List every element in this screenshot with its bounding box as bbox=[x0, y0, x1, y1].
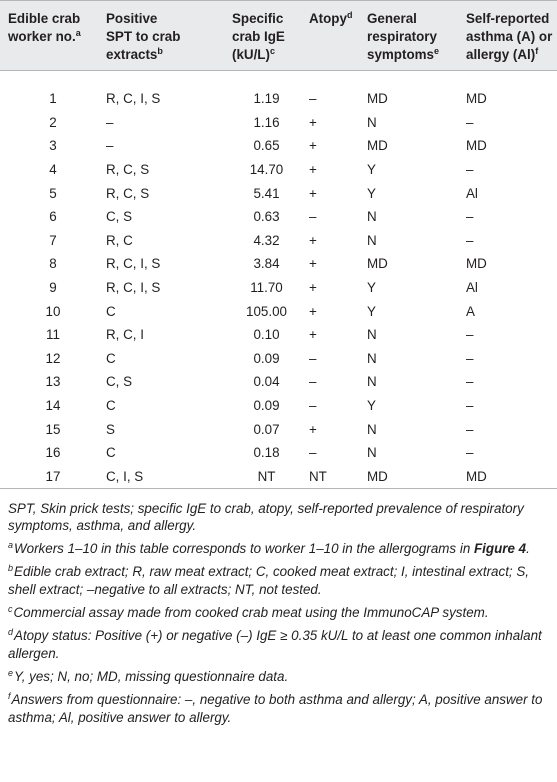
cell-respiratory-symptoms: MD bbox=[359, 465, 458, 489]
cell-respiratory-symptoms: MD bbox=[367, 256, 388, 272]
table-row bbox=[0, 205, 557, 229]
table-body bbox=[0, 71, 557, 489]
table-row bbox=[0, 347, 557, 371]
cell-asthma-allergy: – bbox=[466, 327, 474, 343]
cell-positive-spt: – bbox=[106, 114, 114, 130]
cell-specific-ige: 105.00 bbox=[246, 303, 287, 319]
cell-worker-no: 4 bbox=[49, 162, 57, 178]
header-row bbox=[0, 1, 557, 71]
table-row bbox=[0, 465, 557, 489]
cell-respiratory-symptoms: N bbox=[367, 445, 377, 461]
header-asthma-allergy: Self-reported asthma (A) or allergy $(Al)^f$ bbox=[458, 1, 557, 71]
table-row bbox=[0, 370, 557, 394]
table-row bbox=[0, 111, 557, 135]
table-row bbox=[0, 441, 557, 465]
cell-specific-ige: 14.70 bbox=[249, 162, 284, 178]
footnote-d: $^d$Atopy status: Positive (+) or negative (–) IgE ≥ 0.35 kU/L to at least one common inhalant allergen. bbox=[8, 627, 542, 662]
cell-specific-ige: NT bbox=[224, 465, 301, 489]
cell-worker-no: 5 bbox=[49, 185, 57, 201]
cell-atopy: – bbox=[309, 91, 317, 107]
cell-respiratory-symptoms: Y bbox=[367, 185, 376, 201]
cell-respiratory-symptoms: Y bbox=[367, 162, 376, 178]
cell-asthma-allergy: – bbox=[466, 209, 474, 225]
cell-respiratory-symptoms: Y bbox=[367, 398, 376, 414]
table-row bbox=[0, 181, 557, 205]
footnote-a: $^a$Workers 1–10 in this table corresponds to worker 1–10 in the allergograms in Figure 4. bbox=[8, 539, 530, 556]
table-row bbox=[0, 417, 557, 441]
cell-worker-no: 2 bbox=[49, 114, 57, 130]
cell-positive-spt: S bbox=[106, 421, 115, 437]
cell-specific-ige: 0.65 bbox=[253, 138, 280, 154]
footnote-f: $^f$Answers from questionnaire: –, negative to both asthma and allergy; A, positive answer to asthma; Al, positive answer to allergy. bbox=[8, 691, 543, 726]
header-positive-spt: Positive SPT to crab extracts$^b$ bbox=[98, 1, 224, 71]
cell-positive-spt: R, C, I, S bbox=[106, 91, 161, 107]
cell-respiratory-symptoms: N bbox=[367, 350, 377, 366]
cell-respiratory-symptoms: MD bbox=[367, 138, 388, 154]
cell-specific-ige: 11.70 bbox=[250, 280, 283, 296]
cell-respiratory-symptoms: N bbox=[367, 209, 377, 225]
cell-worker-no: 1 bbox=[49, 91, 57, 107]
table-footnotes bbox=[0, 489, 550, 727]
cell-specific-ige: 0.04 bbox=[253, 374, 280, 390]
cell-asthma-allergy: – bbox=[466, 445, 474, 461]
table-row bbox=[0, 323, 557, 347]
cell-worker-no: 3 bbox=[49, 138, 57, 154]
cell-atopy: + bbox=[309, 232, 317, 248]
cell-specific-ige: 0.09 bbox=[253, 350, 280, 366]
cell-worker-no: 11 bbox=[46, 327, 60, 343]
cell-atopy: – bbox=[309, 350, 317, 366]
cell-asthma-allergy: MD bbox=[466, 91, 487, 107]
table-row bbox=[0, 252, 557, 276]
cell-asthma-allergy: – bbox=[466, 162, 474, 178]
cell-respiratory-symptoms: MD bbox=[367, 91, 388, 107]
cell-respiratory-symptoms: N bbox=[367, 114, 377, 130]
cell-asthma-allergy: – bbox=[466, 114, 474, 130]
footnote-b: $^b$Edible crab extract; R, raw meat extract; C, cooked meat extract; I, intestinal extract; S, shell extract; –negative to all extracts; NT, not tested. bbox=[8, 563, 530, 597]
cell-specific-ige: 0.10 bbox=[253, 327, 280, 343]
cell-asthma-allergy: MD bbox=[458, 465, 557, 489]
cell-positive-spt: R, C bbox=[106, 232, 133, 248]
cell-specific-ige: 1.19 bbox=[253, 91, 280, 107]
cell-asthma-allergy: Al bbox=[466, 280, 478, 296]
cell-asthma-allergy: – bbox=[466, 421, 474, 437]
cell-worker-no: 6 bbox=[49, 209, 57, 225]
table-row bbox=[0, 276, 557, 300]
cell-positive-spt: R, C, S bbox=[106, 185, 150, 201]
cell-positive-spt: C bbox=[106, 445, 116, 461]
cell-worker-no: 16 bbox=[45, 445, 61, 461]
table-row bbox=[0, 394, 557, 418]
cell-worker-no: 9 bbox=[49, 280, 57, 296]
cell-atopy: + bbox=[309, 185, 317, 201]
cell-worker-no: 15 bbox=[45, 421, 61, 437]
cell-asthma-allergy: – bbox=[466, 232, 474, 248]
table-row bbox=[0, 229, 557, 253]
cell-positive-spt: C bbox=[106, 303, 116, 319]
cell-specific-ige: 0.09 bbox=[253, 398, 280, 414]
cell-specific-ige: 0.18 bbox=[253, 445, 280, 461]
header-atopy: Atopy$^d$ bbox=[301, 1, 359, 71]
cell-worker-no: 8 bbox=[49, 256, 57, 272]
cell-positive-spt: C, I, S bbox=[98, 465, 224, 489]
cell-asthma-allergy: MD bbox=[466, 138, 487, 154]
footnote-intro: SPT, Skin prick tests; specific IgE to crab, atopy, self-reported prevalence of respiratory symptoms, asthma, and allergy. bbox=[8, 501, 524, 533]
cell-asthma-allergy: – bbox=[466, 398, 474, 414]
cell-atopy: + bbox=[309, 280, 317, 296]
cell-positive-spt: R, C, I, S bbox=[106, 280, 161, 296]
cell-worker-no: 7 bbox=[49, 232, 57, 248]
figure-4-reference: Figure 4 bbox=[474, 540, 527, 556]
cell-positive-spt: R, C, I bbox=[106, 327, 144, 343]
table-spacer-row bbox=[0, 71, 557, 88]
cell-asthma-allergy: – bbox=[466, 350, 474, 366]
cell-atopy: + bbox=[309, 421, 317, 437]
cell-atopy: – bbox=[309, 374, 317, 390]
table-header bbox=[0, 1, 557, 71]
cell-atopy: – bbox=[309, 445, 317, 461]
table-row bbox=[0, 158, 557, 182]
table-row bbox=[0, 299, 557, 323]
cell-respiratory-symptoms: N bbox=[367, 421, 377, 437]
cell-worker-no: 17 bbox=[0, 465, 98, 489]
cell-specific-ige: 3.84 bbox=[253, 256, 280, 272]
cell-atopy: + bbox=[309, 327, 317, 343]
header-specific-ige: Specific crab IgE $(kU/L)^c$ bbox=[224, 1, 301, 71]
table-row bbox=[0, 134, 557, 158]
cell-atopy: – bbox=[309, 209, 317, 225]
cell-positive-spt: C, S bbox=[106, 374, 133, 390]
cell-atopy: – bbox=[309, 398, 317, 414]
cell-respiratory-symptoms: Y bbox=[367, 303, 376, 319]
cell-asthma-allergy: Al bbox=[466, 185, 478, 201]
cell-worker-no: 12 bbox=[45, 350, 61, 366]
cell-atopy: + bbox=[309, 138, 317, 154]
cell-worker-no: 13 bbox=[45, 374, 61, 390]
cell-atopy: + bbox=[309, 256, 317, 272]
header-worker-no: Edible crab worker no.$^a$ bbox=[0, 1, 98, 71]
cell-atopy: + bbox=[309, 303, 317, 319]
table-row bbox=[0, 87, 557, 111]
cell-specific-ige: 5.41 bbox=[253, 185, 280, 201]
cell-asthma-allergy: A bbox=[466, 303, 475, 319]
cell-worker-no: 14 bbox=[45, 398, 61, 414]
footnote-c: $^c$Commercial assay made from cooked crab meat using the ImmunoCAP system. bbox=[8, 603, 489, 620]
footnote-e: $^e$Y, yes; N, no; MD, missing questionnaire data. bbox=[8, 667, 289, 684]
cell-atopy: + bbox=[309, 114, 317, 130]
cell-positive-spt: R, C, S bbox=[106, 162, 150, 178]
cell-asthma-allergy: MD bbox=[466, 256, 487, 272]
cell-asthma-allergy: – bbox=[466, 374, 474, 390]
cell-respiratory-symptoms: N bbox=[367, 232, 377, 248]
cell-specific-ige: 4.32 bbox=[253, 232, 280, 248]
cell-atopy: + bbox=[309, 162, 317, 178]
cell-specific-ige: 0.07 bbox=[253, 421, 280, 437]
cell-specific-ige: 0.63 bbox=[253, 209, 280, 225]
header-respiratory-symptoms: General respiratory symptoms$^e$ bbox=[359, 1, 458, 71]
cell-positive-spt: R, C, I, S bbox=[106, 256, 161, 272]
cell-positive-spt: C bbox=[106, 350, 116, 366]
cell-respiratory-symptoms: N bbox=[367, 327, 377, 343]
cell-positive-spt: C bbox=[106, 398, 116, 414]
cell-specific-ige: 1.16 bbox=[253, 114, 280, 130]
cell-positive-spt: C, S bbox=[106, 209, 133, 225]
cell-atopy: NT bbox=[301, 465, 359, 489]
cell-respiratory-symptoms: Y bbox=[367, 280, 376, 296]
cell-worker-no: 10 bbox=[45, 303, 61, 319]
cell-respiratory-symptoms: N bbox=[367, 374, 377, 390]
cell-positive-spt: – bbox=[106, 138, 114, 154]
